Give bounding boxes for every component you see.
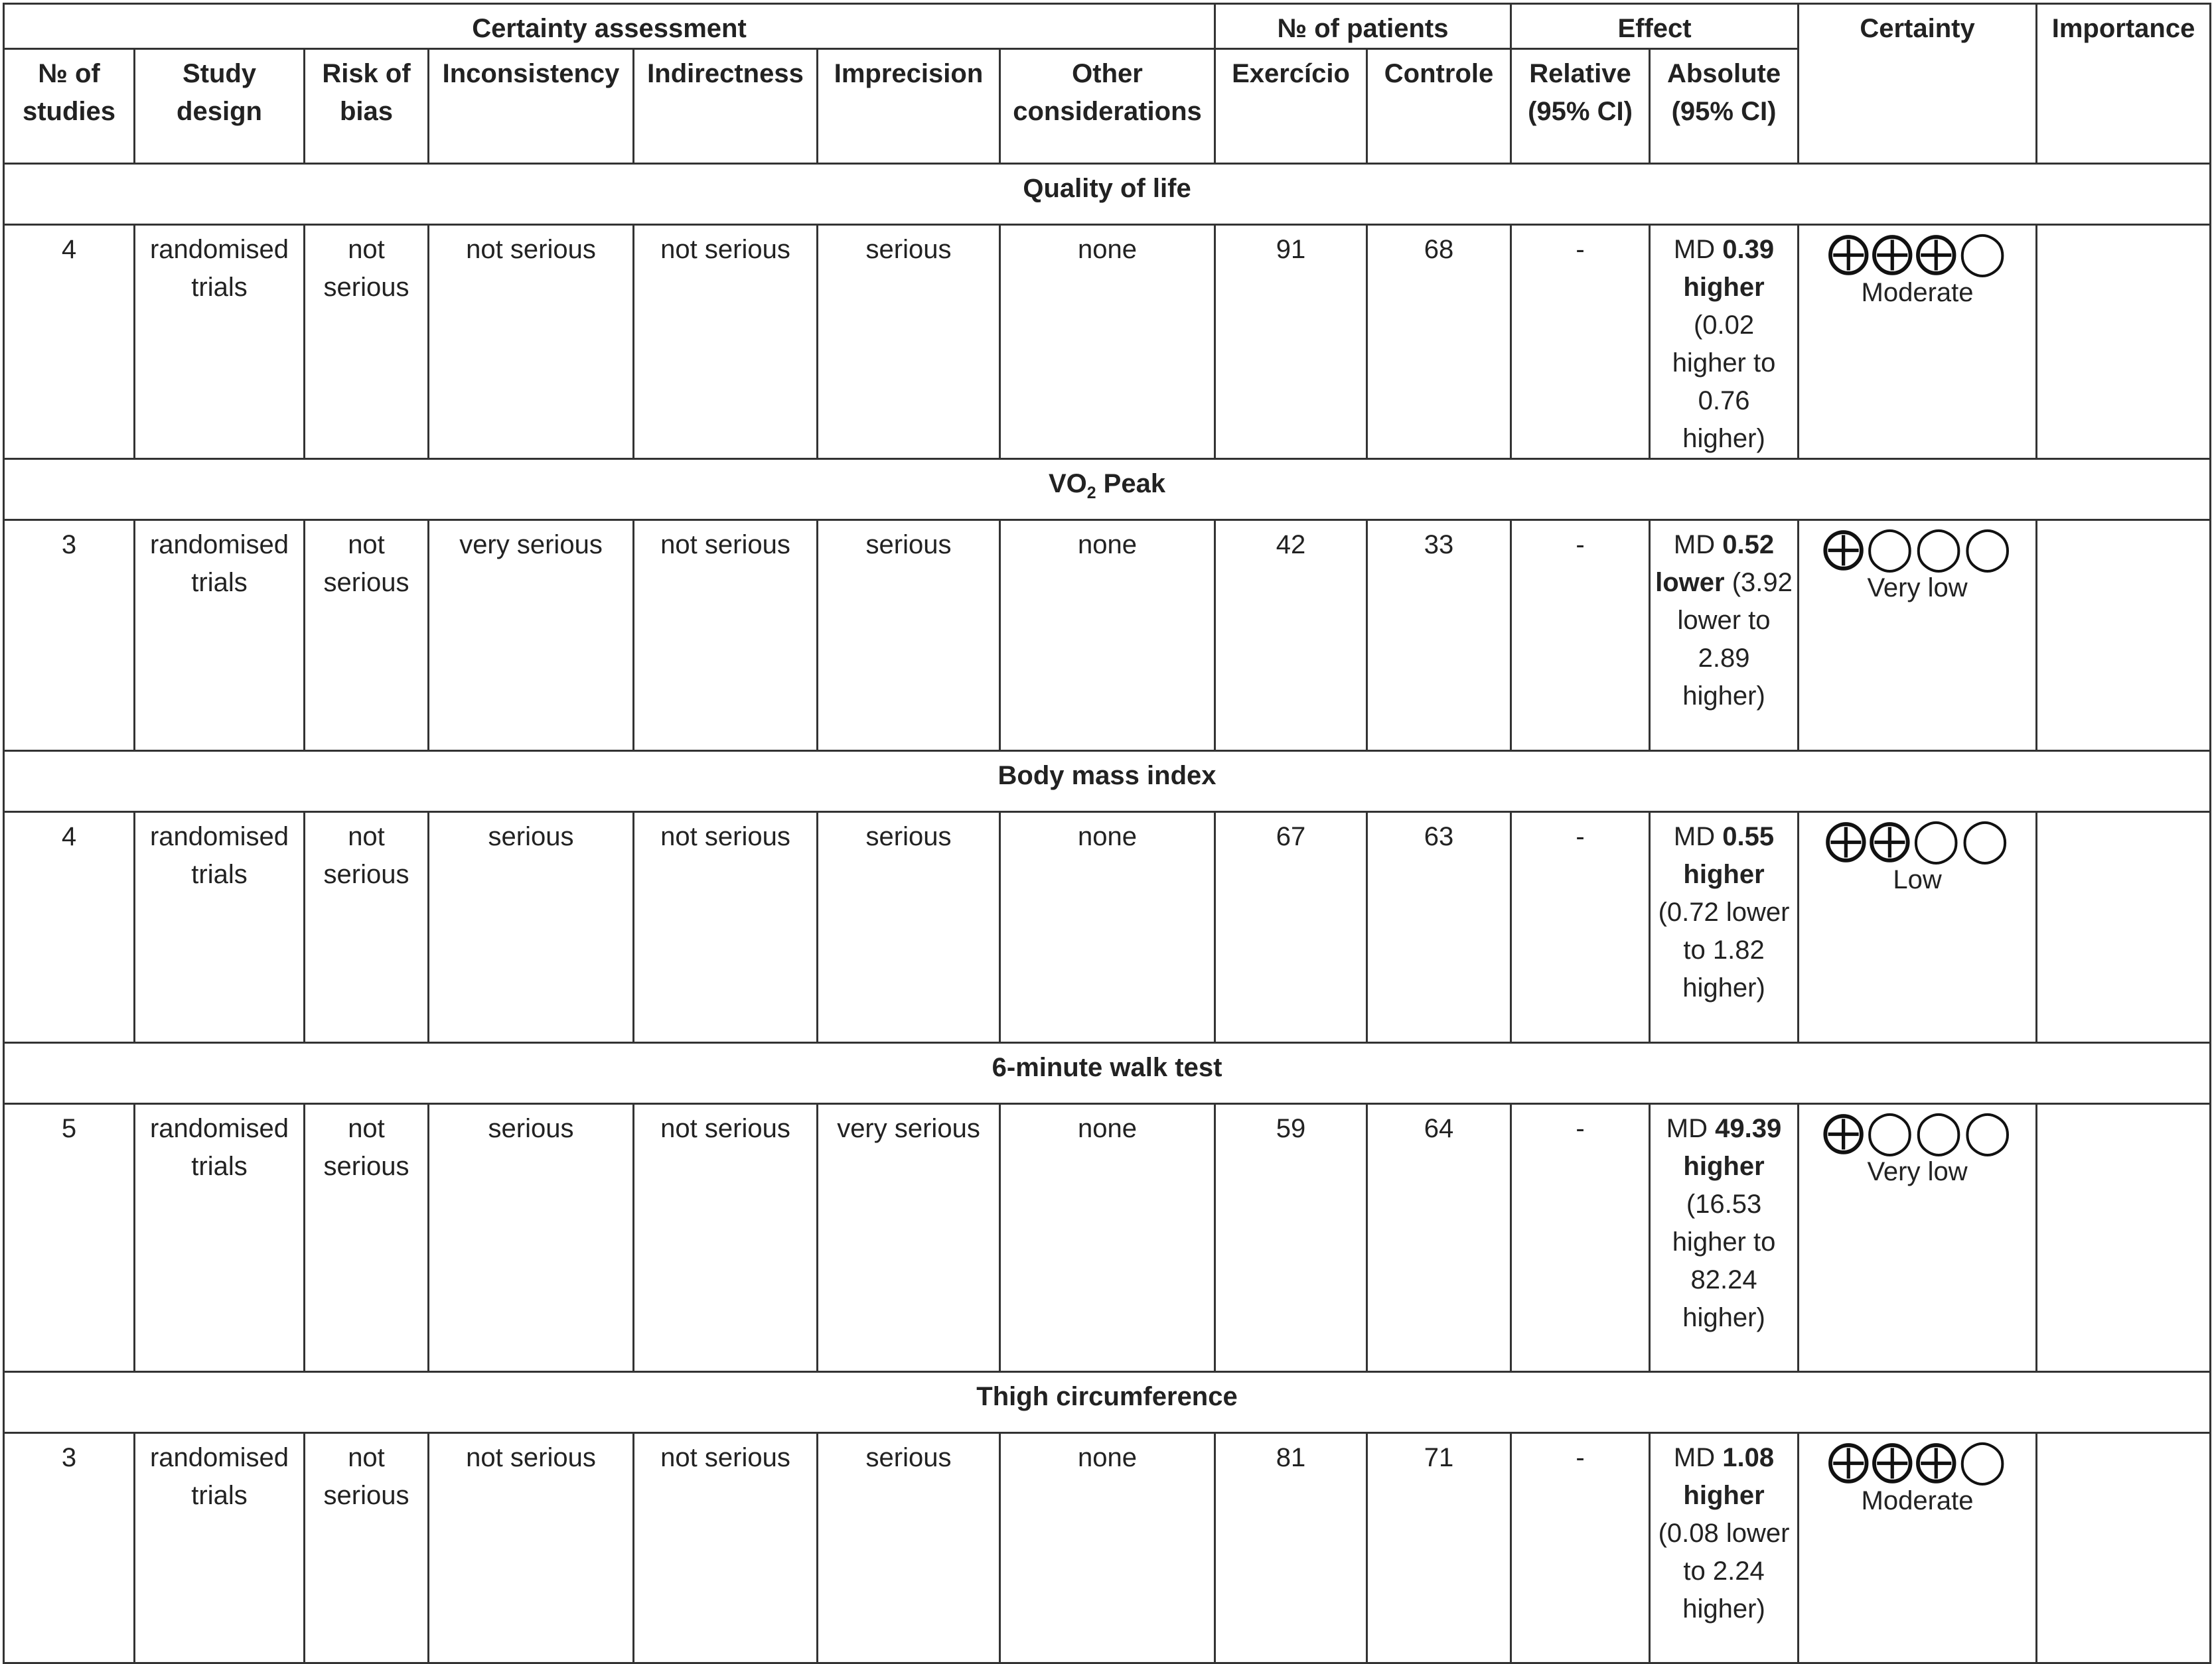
cell-no-of-studies: 5: [4, 1104, 135, 1372]
cell-no-of-studies: 3: [4, 1433, 135, 1663]
certainty-rating-icon: ⨁⨁◯◯: [1824, 815, 2010, 865]
absolute-estimate: 1.08 higher: [1683, 1443, 1775, 1510]
header-inconsistency: Inconsistency: [429, 49, 634, 164]
cell-no-of-studies: 4: [4, 225, 135, 459]
cell-controle: 64: [1367, 1104, 1511, 1372]
cell-inconsistency: serious: [429, 1104, 634, 1372]
outcome-data-row: [4, 1433, 2211, 1663]
certainty-label: Moderate: [1861, 1486, 1974, 1515]
cell-imprecision: serious: [818, 225, 1000, 459]
outcome-title: Quality of life: [4, 164, 2211, 225]
cell-study-design: randomised trials: [135, 1433, 305, 1663]
cell-relative: -: [1511, 1104, 1650, 1372]
cell-exercicio: 59: [1215, 1104, 1367, 1372]
header-group-row: [4, 4, 2211, 49]
cell-importance: [2037, 520, 2211, 751]
cell-imprecision: serious: [818, 812, 1000, 1043]
cell-absolute: [1650, 225, 1799, 459]
absolute-prefix: MD: [1673, 1443, 1716, 1472]
header-study-design: Study design: [135, 49, 305, 164]
header-other-considerations: Other considerations: [1000, 49, 1215, 164]
cell-exercicio: 81: [1215, 1433, 1367, 1663]
cell-other-considerations: none: [1000, 520, 1215, 751]
absolute-estimate: 0.52 lower: [1655, 530, 1775, 597]
cell-importance: [2037, 812, 2211, 1043]
header-relative: Relative (95% CI): [1511, 49, 1650, 164]
grade-evidence-table: [3, 3, 2211, 1664]
absolute-prefix: MD: [1666, 1114, 1708, 1143]
cell-exercicio: 67: [1215, 812, 1367, 1043]
certainty-rating-icon: ⨁◯◯◯: [1822, 523, 2013, 573]
cell-risk-of-bias: not serious: [305, 1433, 429, 1663]
cell-absolute: [1650, 812, 1799, 1043]
header-certainty-assessment: Certainty assessment: [4, 4, 1215, 49]
certainty-label: Very low: [1867, 1157, 1968, 1186]
cell-indirectness: not serious: [634, 520, 818, 751]
cell-indirectness: not serious: [634, 225, 818, 459]
cell-importance: [2037, 1104, 2211, 1372]
outcome-title: Body mass index: [4, 751, 2211, 812]
cell-other-considerations: none: [1000, 1104, 1215, 1372]
cell-certainty: [1799, 225, 2037, 459]
cell-study-design: randomised trials: [135, 812, 305, 1043]
cell-other-considerations: none: [1000, 1433, 1215, 1663]
header-absolute: Absolute (95% CI): [1650, 49, 1799, 164]
cell-inconsistency: very serious: [429, 520, 634, 751]
cell-certainty: [1799, 812, 2037, 1043]
absolute-ci: (16.53 higher to 82.24 higher): [1672, 1190, 1776, 1332]
cell-absolute: [1650, 1433, 1799, 1663]
header-no-of-studies: № of studies: [4, 49, 135, 164]
header-indirectness: Indirectness: [634, 49, 818, 164]
outcome-data-row: [4, 520, 2211, 751]
outcome-title: $VO_2$ Peak: [4, 459, 2211, 520]
certainty-rating-icon: ⨁◯◯◯: [1822, 1107, 2013, 1156]
cell-relative: -: [1511, 1433, 1650, 1663]
cell-study-design: randomised trials: [135, 1104, 305, 1372]
cell-risk-of-bias: not serious: [305, 812, 429, 1043]
cell-controle: 68: [1367, 225, 1511, 459]
outcome-title-row: [4, 1043, 2211, 1104]
outcome-title-row: [4, 751, 2211, 812]
cell-relative: -: [1511, 812, 1650, 1043]
cell-absolute: [1650, 1104, 1799, 1372]
outcome-title-row: [4, 164, 2211, 225]
cell-risk-of-bias: not serious: [305, 225, 429, 459]
header-certainty: Certainty: [1799, 4, 2037, 164]
header-risk-of-bias: Risk of bias: [305, 49, 429, 164]
cell-importance: [2037, 1433, 2211, 1663]
absolute-prefix: MD: [1673, 530, 1716, 559]
absolute-estimate: 0.39 higher: [1683, 235, 1775, 302]
cell-risk-of-bias: not serious: [305, 1104, 429, 1372]
cell-indirectness: not serious: [634, 812, 818, 1043]
cell-controle: 33: [1367, 520, 1511, 751]
header-no-of-patients: № of patients: [1215, 4, 1511, 49]
cell-relative: -: [1511, 225, 1650, 459]
certainty-rating-icon: ⨁⨁⨁◯: [1827, 1436, 2008, 1486]
absolute-estimate: 0.55 higher: [1683, 822, 1775, 889]
cell-indirectness: not serious: [634, 1104, 818, 1372]
certainty-label: Moderate: [1861, 278, 1974, 307]
outcome-data-row: [4, 1104, 2211, 1372]
cell-controle: 63: [1367, 812, 1511, 1043]
cell-certainty: [1799, 1104, 2037, 1372]
absolute-estimate: 49.39 higher: [1683, 1114, 1782, 1181]
cell-importance: [2037, 225, 2211, 459]
cell-no-of-studies: 3: [4, 520, 135, 751]
outcome-data-row: [4, 225, 2211, 459]
cell-imprecision: very serious: [818, 1104, 1000, 1372]
absolute-ci: (0.72 lower to 1.82 higher): [1658, 898, 1790, 1003]
cell-study-design: randomised trials: [135, 520, 305, 751]
cell-certainty: [1799, 520, 2037, 751]
cell-imprecision: serious: [818, 520, 1000, 751]
absolute-prefix: MD: [1673, 822, 1716, 851]
cell-risk-of-bias: not serious: [305, 520, 429, 751]
header-controle: Controle: [1367, 49, 1511, 164]
cell-indirectness: not serious: [634, 1433, 818, 1663]
cell-exercicio: 42: [1215, 520, 1367, 751]
cell-exercicio: 91: [1215, 225, 1367, 459]
header-exercicio: Exercício: [1215, 49, 1367, 164]
outcome-title-row: [4, 459, 2211, 520]
absolute-ci: (0.08 lower to 2.24 higher): [1658, 1519, 1790, 1624]
outcome-data-row: [4, 812, 2211, 1043]
cell-inconsistency: serious: [429, 812, 634, 1043]
cell-absolute: [1650, 520, 1799, 751]
cell-imprecision: serious: [818, 1433, 1000, 1663]
cell-study-design: randomised trials: [135, 225, 305, 459]
certainty-label: Low: [1893, 865, 1942, 894]
cell-certainty: [1799, 1433, 2037, 1663]
cell-no-of-studies: 4: [4, 812, 135, 1043]
cell-relative: -: [1511, 520, 1650, 751]
outcome-title: Thigh circumference: [4, 1372, 2211, 1433]
absolute-ci: (0.02 higher to 0.76 higher): [1672, 311, 1776, 453]
cell-other-considerations: none: [1000, 812, 1215, 1043]
cell-inconsistency: not serious: [429, 225, 634, 459]
table-body: [4, 164, 2211, 1663]
cell-inconsistency: not serious: [429, 1433, 634, 1663]
certainty-label: Very low: [1867, 573, 1968, 602]
outcome-title: 6-minute walk test: [4, 1043, 2211, 1104]
absolute-ci: (3.92 lower to 2.89 higher): [1677, 568, 1793, 711]
header-imprecision: Imprecision: [818, 49, 1000, 164]
outcome-title-row: [4, 1372, 2211, 1433]
cell-controle: 71: [1367, 1433, 1511, 1663]
header-importance: Importance: [2037, 4, 2211, 164]
absolute-prefix: MD: [1673, 235, 1716, 264]
cell-other-considerations: none: [1000, 225, 1215, 459]
header-effect: Effect: [1511, 4, 1799, 49]
certainty-rating-icon: ⨁⨁⨁◯: [1827, 228, 2008, 277]
